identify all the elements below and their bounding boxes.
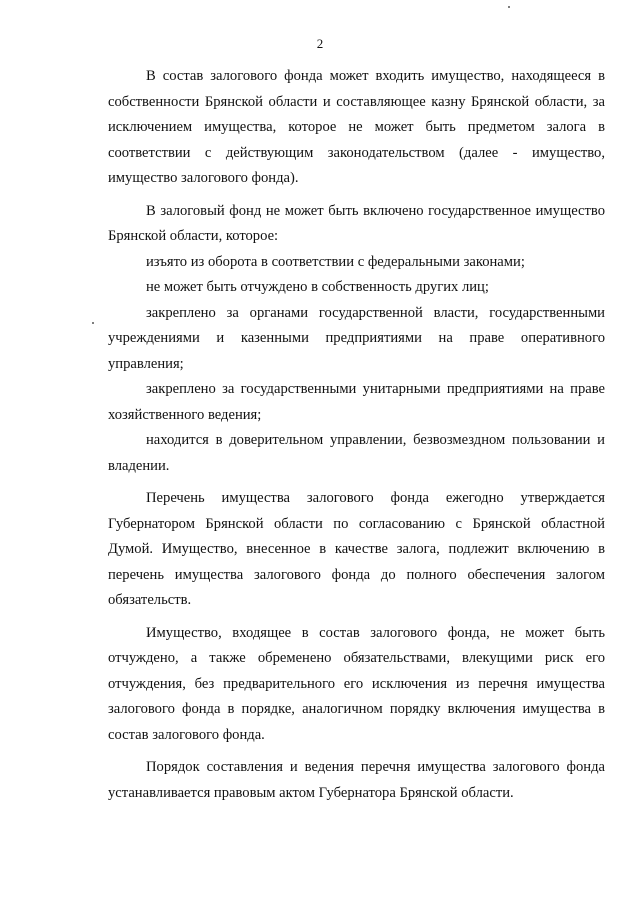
paragraph-exclusion-economic-management: закреплено за государственными унитарными предприятиями на праве хозяйственного ведения; bbox=[108, 381, 605, 423]
paragraph-exclusions-intro: В залоговый фонд не может быть включено государственное имущество Брянской области, которое: bbox=[108, 202, 605, 244]
paragraph-list-procedure: Порядок составления и ведения перечня имущества залогового фонда устанавливается правовым актом Губернатора Брянской области. bbox=[108, 759, 605, 801]
page-number: 2 bbox=[316, 36, 324, 51]
paragraph-exclusion-withdrawn: изъято из оборота в соответствии с федеральными законами; bbox=[146, 253, 525, 270]
document-body bbox=[108, 64, 605, 806]
paragraph-alienation-restriction: Имущество, входящее в состав залогового фонда, не может быть отчуждено, а также обременено обязательствами, влекущими риск его отчуждения, без предварительного его исключения из перечня имущества залогового фонда в порядке, аналогичном порядку включения имущества в состав залогового фонда. bbox=[108, 624, 605, 743]
paragraph-list-approval: Перечень имущества залогового фонда ежегодно утверждается Губернатором Брянской области по согласованию с Брянской областной Думой. Имущество, внесенное в качестве залога, подлежит включению в перечень имущества залогового фонда до полного обеспечения залогом обязательств. bbox=[108, 490, 605, 608]
scan-speck bbox=[92, 322, 94, 324]
paragraph-exclusion-inalienable: не может быть отчуждено в собственность других лиц; bbox=[146, 279, 489, 295]
paragraph-exclusion-trust-management: находится в доверительном управлении, безвозмездном пользовании и владении. bbox=[108, 432, 605, 474]
scan-speck bbox=[508, 6, 510, 8]
paragraph-exclusion-operational-management: закреплено за органами государственной власти, государственными учреждениями и казенными предприятиями на праве оперативного управления; bbox=[108, 304, 605, 372]
paragraph-pledge-fund-composition: В состав залогового фонда может входить имущество, находящееся в собственности Брянской области и составляющее казну Брянской области, за исключением имущества, которое не может быть предметом залога в соответствии с действующим законодательством (далее - имущество, имущество залогового фонда). bbox=[108, 68, 605, 186]
